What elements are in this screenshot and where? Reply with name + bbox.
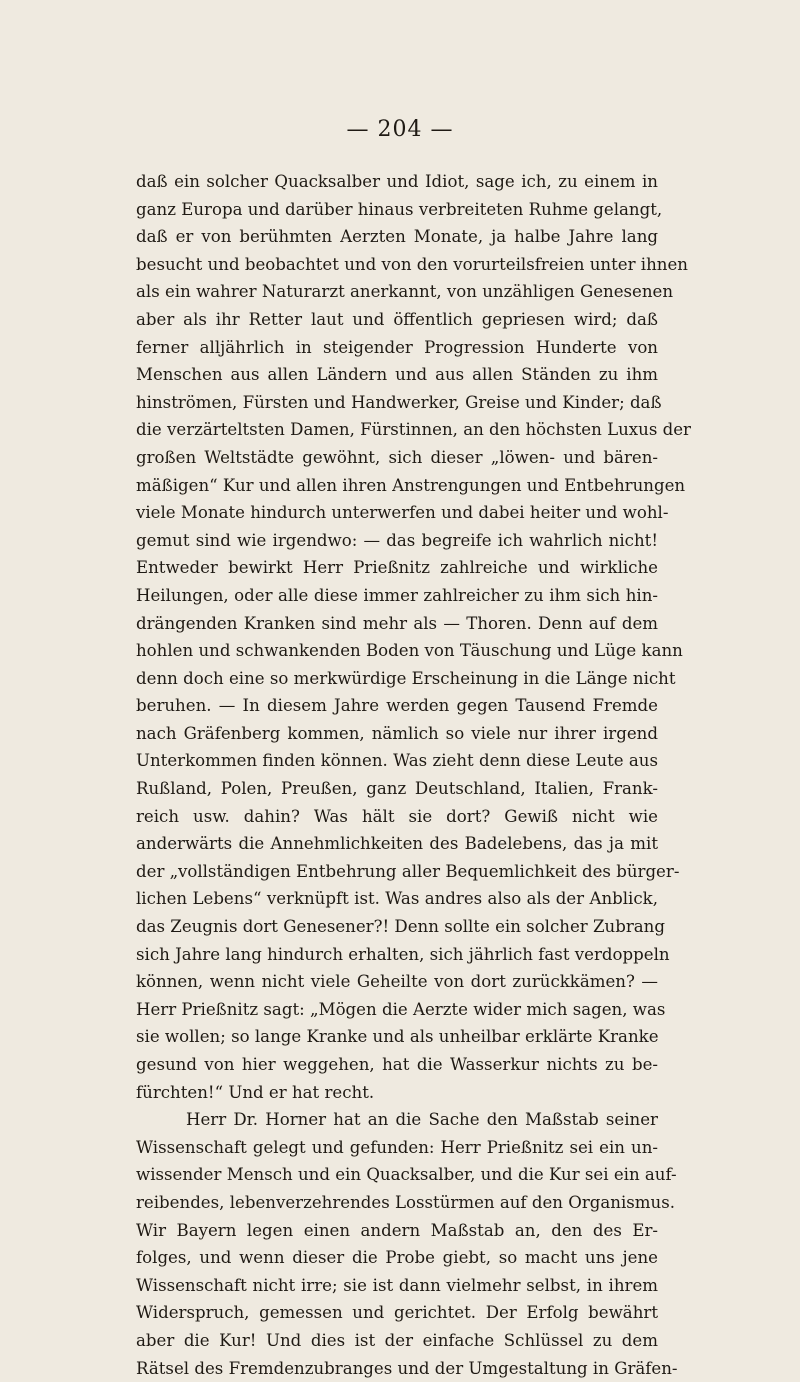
- text-line: Wissenschaft nicht irre; sie ist dann vielmehr selbst, in ihrem: [136, 1275, 658, 1295]
- text-line: daß ein solcher Quacksalber und Idiot, sage ich, zu einem in: [136, 172, 658, 191]
- text-line: Entweder bewirkt Herr Prießnitz zahlreiche und wirkliche: [136, 558, 658, 578]
- text-line: folges, und wenn dieser die Probe giebt, so macht uns jene: [136, 1248, 658, 1268]
- text-line: der „vollständigen Entbehrung aller Bequemlichkeit des bürger-: [136, 861, 680, 881]
- text-line: gesund von hier weggehen, hat die Wasserkur nichts zu be-: [136, 1055, 658, 1074]
- text-line: aber die Kur! Und dies ist der einfache Schlüssel zu dem: [136, 1330, 658, 1350]
- text-line: beruhen. — In diesem Jahre werden gegen Tausend Fremde: [136, 696, 658, 716]
- text-line: Wissenschaft gelegt und gefunden: Herr Prießnitz sei ein un-: [136, 1137, 658, 1157]
- text-line: besucht und beobachtet und von den vorurteilsfreien unter ihnen: [136, 254, 688, 274]
- text-line: Rätsel des Fremdenzubranges und der Umgestaltung in Gräfen-: [136, 1358, 678, 1378]
- text-line: Widerspruch, gemessen und gerichtet. Der Erfolg bewährt: [136, 1303, 658, 1323]
- text-line: Herr Prießnitz sagt: „Mögen die Aerzte wider mich sagen, was: [136, 999, 666, 1019]
- text-line: wissender Mensch und ein Quacksalber, und die Kur sei ein auf-: [136, 1165, 677, 1185]
- text-line: lichen Lebens“ verknüpft ist. Was andres also als der Anblick,: [136, 889, 658, 909]
- text-line: viele Monate hindurch unterwerfen und dabei heiter und wohl-: [136, 503, 669, 523]
- text-line: Wir Bayern legen einen andern Maßstab an, den des Er-: [136, 1220, 658, 1240]
- text-line: die verzärteltsten Damen, Fürstinnen, an den höchsten Luxus der: [136, 420, 691, 440]
- text-line: anderwärts die Annehmlichkeiten des Badelebens, das ja mit: [136, 834, 658, 854]
- text-line: als ein wahrer Naturarzt anerkannt, von unzähligen Genesenen: [136, 282, 674, 302]
- text-line: aber als ihr Retter laut und öffentlich gepriesen wird; daß: [136, 309, 658, 329]
- text-line: hinströmen, Fürsten und Handwerker, Greise und Kinder; daß: [136, 392, 662, 412]
- body-text: [136, 168, 691, 1382]
- text-line: reich usw. dahin? Was hält sie dort? Gewiß nicht wie: [136, 806, 658, 826]
- text-line: Herr Dr. Horner hat an die Sache den Maßstab seiner: [186, 1110, 658, 1130]
- text-line: nach Gräfenberg kommen, nämlich so viele nur ihrer irgend: [136, 723, 658, 743]
- text-line: Rußland, Polen, Preußen, ganz Deutschland, Italien, Frank-: [136, 779, 658, 799]
- text-line: fürchten!“ Und er hat recht.: [136, 1082, 375, 1102]
- text-line: sie wollen; so lange Kranke und als unheilbar erklärte Kranke: [136, 1027, 659, 1047]
- text-line: hohlen und schwankenden Boden von Täuschung und Lüge kann: [136, 641, 683, 661]
- text-line: reibendes, lebenverzehrendes Losstürmen auf den Organismus.: [136, 1192, 676, 1212]
- text-line: sich Jahre lang hindurch erhalten, sich jährlich fast verdoppeln: [136, 944, 670, 964]
- text-line: drängenden Kranken sind mehr als — Thoren. Denn auf dem: [136, 613, 658, 633]
- text-line: daß er von berühmten Aerzten Monate, ja halbe Jahre lang: [136, 227, 658, 247]
- text-line: ferner alljährlich in steigender Progression Hunderte von: [136, 337, 658, 357]
- page-number: — 204 —: [346, 117, 454, 142]
- text-line: das Zeugnis dort Genesener?! Denn sollte ein solcher Zubrang: [136, 917, 665, 937]
- text-line: mäßigen“ Kur und allen ihren Anstrengungen und Entbehrungen: [136, 475, 686, 495]
- text-line: Menschen aus allen Ländern und aus allen Ständen zu ihm: [136, 365, 658, 385]
- text-line: gemut sind wie irgendwo: — das begreife ich wahrlich nicht!: [136, 530, 658, 550]
- text-line: ganz Europa und darüber hinaus verbreiteten Ruhme gelangt,: [136, 199, 663, 219]
- text-line: Heilungen, oder alle diese immer zahlreicher zu ihm sich hin-: [136, 585, 658, 605]
- text-line: denn doch eine so merkwürdige Erscheinung in die Länge nicht: [136, 668, 676, 688]
- text-line: können, wenn nicht viele Geheilte von dort zurückkämen? —: [136, 972, 658, 992]
- text-line: Unterkommen finden können. Was zieht denn diese Leute aus: [136, 751, 658, 771]
- text-line: großen Weltstädte gewöhnt, sich dieser „löwen- und bären-: [136, 447, 658, 467]
